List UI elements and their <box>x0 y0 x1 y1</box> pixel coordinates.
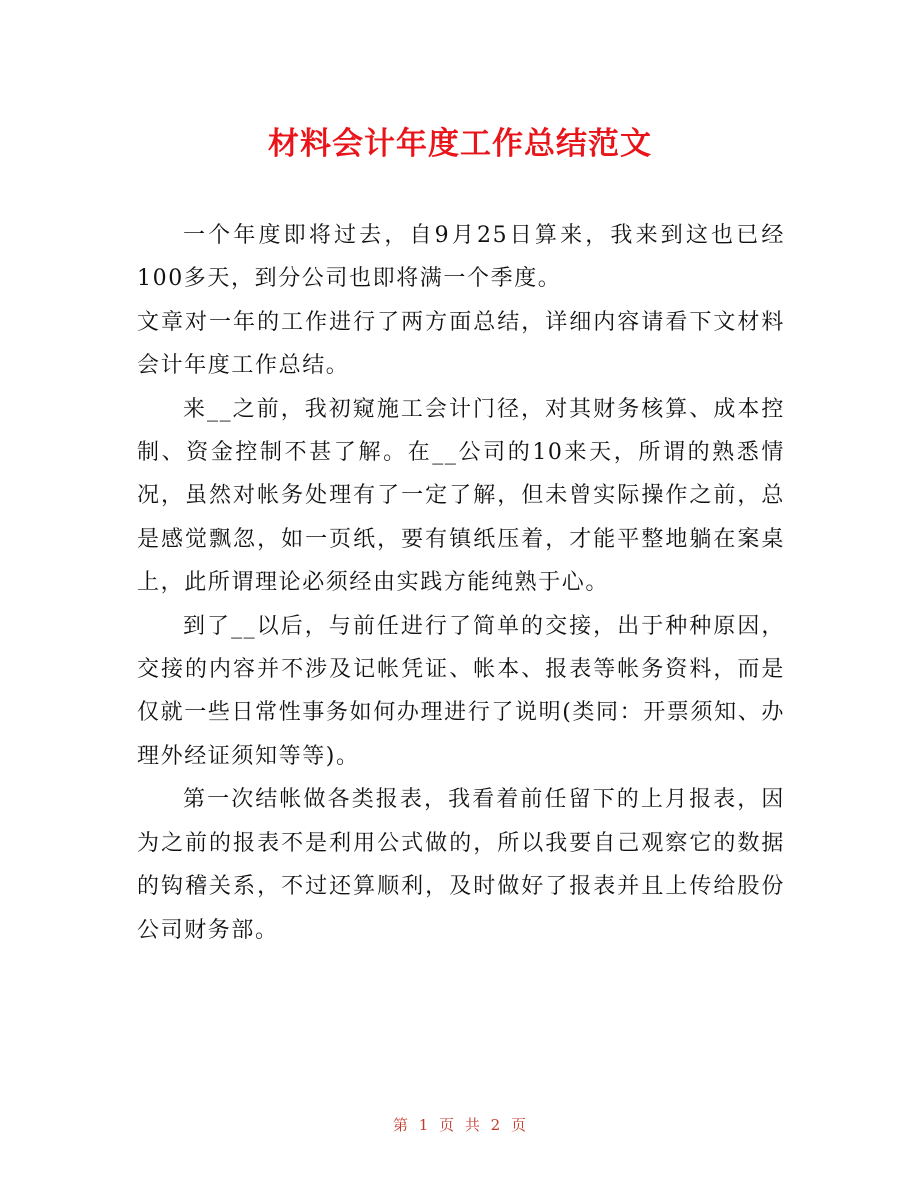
paragraph-intro: 一个年度即将过去，自9月25日算来，我来到这也已经100多天，到分公司也即将满一个季度。 <box>137 223 785 292</box>
paragraph-first-closing: 第一次结帐做各类报表，我看着前任留下的上月报表，因为之前的报表不是利用公式做的，所以我要自己观察它的数据的钩稽关系，不过还算顺利，及时做好了报表并且上传给股份公司财务部。 <box>137 787 785 943</box>
paragraph-before-arrival: 来__之前，我初窥施工会计门径，对其财务核算、成本控制、资金控制不甚了解。在__公司的10来天，所谓的熟悉情况，虽然对帐务处理有了一定了解，但未曾实际操作之前，总是感觉飘忽，如一页纸，要有镇纸压着，才能平整地躺在案桌上，此所谓理论必须经由实践方能纯熟于心。 <box>137 396 785 596</box>
document-body <box>137 214 785 952</box>
paragraph-handover: 到了__以后，与前任进行了简单的交接，出于种种原因，交接的内容并不涉及记帐凭证、帐本、报表等帐务资料，而是仅就一些日常性事务如何办理进行了说明(类同：开票须知、办理外经证须知等等)。 <box>137 613 785 769</box>
document-title: 材料会计年度工作总结范文 <box>268 126 652 162</box>
page-number-footer: 第 1 页 共 2 页 <box>393 1116 527 1134</box>
paragraph-summary: 文章对一年的工作进行了两方面总结，详细内容请看下文材料会计年度工作总结。 <box>137 309 785 379</box>
